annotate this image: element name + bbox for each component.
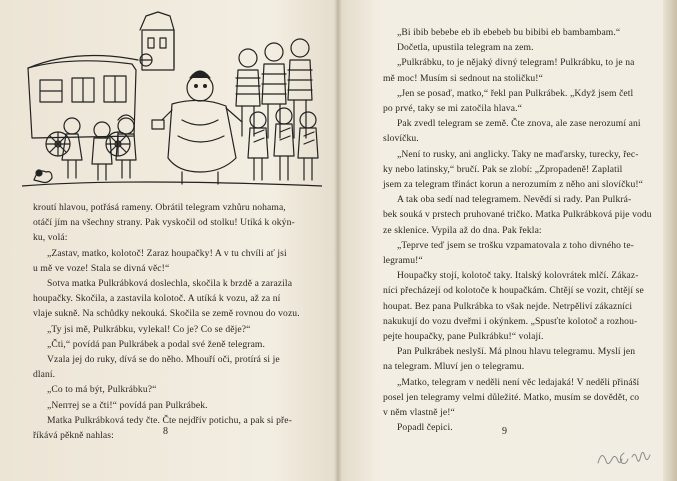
left-line: dlaní. [33, 369, 56, 381]
pencil-signature [594, 443, 654, 469]
right-page-text [383, 25, 652, 435]
right-line: níci přecházejí od kolotoče k houpačkám. Chtějí se vozit, chtějí se [383, 285, 644, 297]
left-line: vlaje sukně. Na schůdky nekouká. Skočila se země rovnou do vozu. [33, 308, 300, 320]
left-line: houpačky. Skočila, a zastavila kolotoč. A utíká k vozu, až za ní [33, 293, 281, 305]
left-line: kroutí hlavou, potřásá rameny. Obrátil telegram vzhůru nohama, [33, 202, 286, 213]
left-line: Sotva matka Pulkrábková doslechla, skočila k brzdě a zarazila [47, 278, 293, 290]
fairground-illustration [22, 8, 322, 200]
left-line: „Nептej se a čti!“ povídá pan Pulkrábek. [47, 399, 208, 411]
right-line: Popadl čepici. [397, 422, 453, 434]
right-line: slovíčku. [383, 133, 419, 145]
right-line: na telegram. Mluví jen o telegramu. [383, 361, 525, 373]
right-line: pejte houpačky, pane Pulkrábku!“ volají. [383, 331, 544, 343]
right-line: nakukují do vozu dveřmi i okýnkem. „Spusťte kolotoč a rozhou- [383, 315, 638, 327]
right-line: mě moc! Musím si sednout na stoličku!“ [383, 72, 543, 84]
right-line: ze sklenice. Vypila až do dna. Pak řekla: [383, 224, 542, 236]
left-line: „Čti,“ povídá pan Pulkrábek a podal své ženě telegram. [47, 338, 265, 350]
book-gutter [334, 0, 342, 481]
page-number-right: 9 [502, 426, 507, 437]
left-line: u mě ve voze! Stala se divná věc!“ [33, 262, 170, 274]
left-line: otáčí jím na všechny strany. Pak vyskočil od stolku! Utíká k okýn- [33, 217, 295, 229]
left-line: říkává pěkně nahlas: [33, 430, 114, 442]
left-line: „Zastav, matko, kolotoč! Zaraz houpačky! A v tu chvíli ať jsi [47, 247, 287, 259]
right-line: houpat. Bez pana Pulkrábka to však nejde. Netrpěliví zákazníci [383, 300, 633, 312]
page-edge [663, 0, 677, 481]
right-line: „Jen se posaď, matko,“ řekl pan Pulkrábek. „Když jsem četl [397, 87, 634, 99]
right-line: „Bi ibib bebebe eb ib ebebeb bu bibibi eb bambambam.“ [397, 27, 621, 38]
right-line: ky nebo latinsky,“ bručí. Pak se zlobí: „Zpropadeně! Zaplatil [383, 163, 623, 175]
left-line: ku, volá: [33, 232, 68, 244]
right-line: „Matko, telegram v neděli není věc ledajaká! V neděli přináší [397, 376, 640, 388]
left-line: „Ty jsi mě, Pulkrábku, vylekal! Co je? Co se děje?“ [47, 323, 251, 335]
left-page-text [33, 200, 309, 443]
left-page [0, 0, 338, 481]
right-line: Pan Pulkrábek neslyší. Má plnou hlavu telegramu. Myslí jen [397, 346, 636, 358]
right-line: legramu!“ [383, 255, 423, 267]
right-line: Houpačky stojí, kolotoč taky. Italský kolovrátek mlčí. Zákaz- [397, 270, 639, 282]
right-line: posel jen telegramy velmi důležité. Matko, musím se dovědět, co [383, 391, 640, 403]
left-line: Matka Pulkrábková tedy čte. Čte nejdřív potichu, a pak si pře- [47, 414, 292, 426]
page-number-left: 8 [163, 426, 168, 437]
right-line: jsem za telegram třináct korun a nerozumím z něho ani slovíčku!“ [383, 179, 644, 191]
right-line: bek souká v prstech pruhované tričko. Matka Pulkrábková pije vodu [383, 209, 652, 221]
right-line: „Není to rusky, ani anglicky. Taky ne maďarsky, turecky, řec- [397, 148, 639, 160]
right-line: Dočetla, upustila telegram na zem. [397, 42, 534, 54]
left-line: „Co to má být, Pulkrábku?“ [47, 384, 157, 396]
left-line: Vzala jej do ruky, dívá se do něho. Mhouří oči, protírá si je [47, 354, 280, 366]
right-line: „Teprve teď jsem se trošku vzpamatovala z toho divného te- [397, 239, 634, 251]
right-line: Pak zvedl telegram se země. Čte znova, ale zase nerozumí ani [397, 118, 641, 130]
right-line: po prvé, taky se mi zatočila hlava.“ [383, 103, 522, 115]
right-line: „Pulkrábku, to je nějaký divný telegram! Pulkrábku, to je na [397, 57, 635, 69]
right-line: A tak oba sedí nad telegramem. Nevědí si rady. Pan Pulkrá- [397, 194, 632, 206]
right-line: v něm vlastně je!“ [383, 407, 455, 419]
